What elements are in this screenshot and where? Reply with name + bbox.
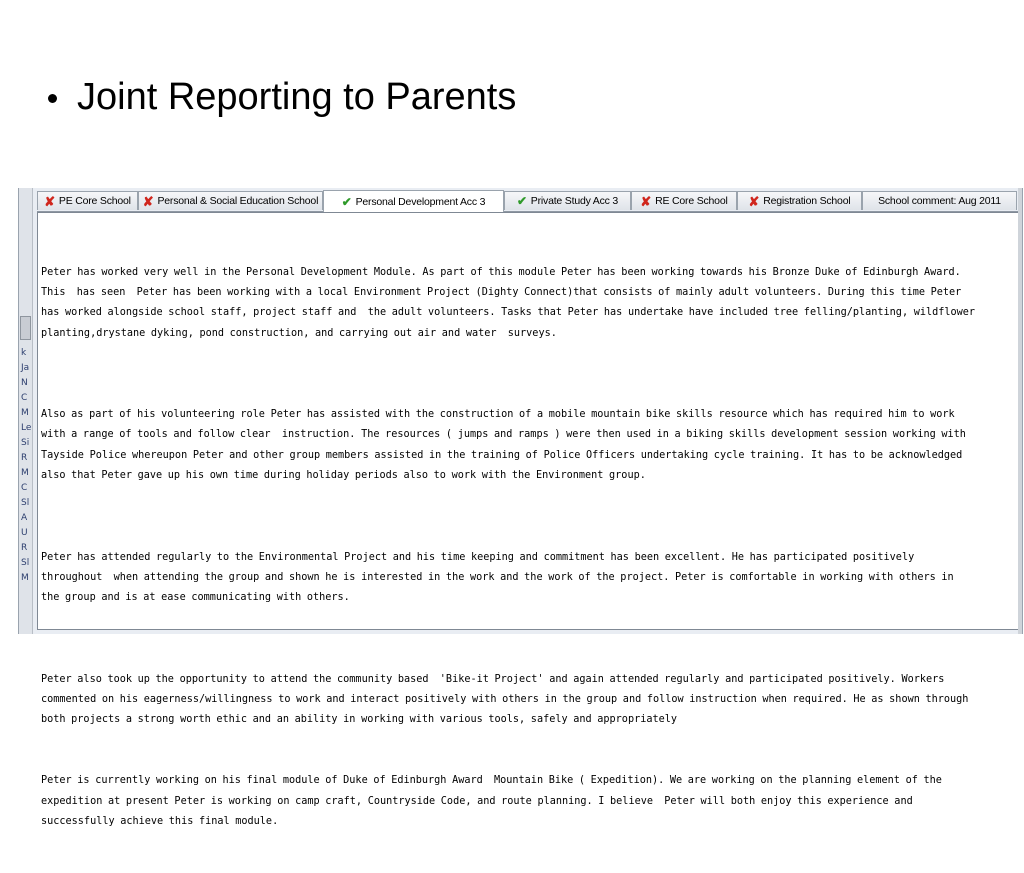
checkmark-icon: ✔ [341,194,352,209]
tab-personal-social-education[interactable] [138,191,323,210]
subject-tabs [37,189,1019,212]
report-text-area[interactable] [37,212,1019,827]
tab-re-core-school[interactable] [631,191,737,210]
tab-label: Personal Development Acc 3 [355,195,486,208]
cross-icon: ✘ [640,193,652,209]
report-paragraph: Peter is currently working on his final module of Duke of Edinburgh Award Mountain Bike ( Expedition). We are working on the planning element of the expedition at present Peter is working on camp craft, Countryside Code, and route planning. I believe Peter will both enjoy this experience and successfully achieve this final module. [41,775,942,827]
slide-title-text: Joint Reporting to Parents [77,75,517,118]
report-text [38,213,1018,873]
tab-label: PE Core School [58,195,131,207]
tab-label: School comment: Aug 2011 [878,195,1001,207]
report-paragraph: Also as part of his volunteering role Peter has assisted with the construction of a mobile mountain bike skills resource which has required him to work with a range of tools and follow clear instruction. The resources ( jumps and ramps ) were then used in a biking skills development session working with Tayside Police whereupon Peter and other group members assisted in the training of Police Officers undertaking cycle training. It has to be acknowledged also that Peter gave up his own time during holiday periods also to work with the Environment group. [41,409,966,482]
tab-pe-core-school[interactable] [37,191,138,210]
tab-label: Registration School [763,195,851,207]
scrollbar-thumb[interactable] [20,316,31,340]
tab-school-comment[interactable] [862,191,1017,210]
tab-label: RE Core School [655,195,728,207]
checkmark-icon: ✔ [516,194,527,208]
cross-icon: ✘ [748,193,760,209]
tab-label: Private Study Acc 3 [530,195,619,207]
bullet-icon [48,94,57,103]
report-paragraph: Peter has attended regularly to the Environmental Project and his time keeping and commitment has been excellent. He has participated positively throughout when attending the group and shown he is interested in the work and the work of the project. Peter is comfortable in working with others in the group and is at ease communicating with others. [41,551,954,604]
tab-label: Personal & Social Education School [157,195,319,207]
report-paragraph: Peter has worked very well in the Personal Development Module. As part of this module Peter has been working towards his Bronze Duke of Edinburgh Award. This has seen Peter has been working with a local Environment Project (Dighty Connect)that consists of mainly adult volunteers. During this time Peter has worked alongside school staff, project staff and the adult volunteers. Tasks that Peter has undertake have included tree felling/planting, wildflower planting,drystane dyking, pond construction, and carrying out air and water surveys. [41,266,976,339]
tab-private-study[interactable] [504,191,631,210]
slide-title [48,72,516,122]
cross-icon: ✘ [44,193,55,209]
report-window [18,188,1023,827]
tab-registration-school[interactable] [737,191,862,210]
tab-personal-development[interactable] [323,190,504,212]
background-app-strip [19,188,33,634]
cross-icon: ✘ [142,193,154,209]
window-edge [1018,188,1022,634]
report-paragraph: Peter also took up the opportunity to attend the community based 'Bike-it Project' and again attended regularly and participated positively. Workers commented on his eagerness/willingness to work and interact positively with others in the group and follow instruction when required. He as shown through both projects a strong worth ethic and an ability in working with various tools, safely and appropriately [41,673,969,726]
clipped-list-text: k Ja N C M Le Si R M C Sl A U R Sl M [21,348,32,583]
